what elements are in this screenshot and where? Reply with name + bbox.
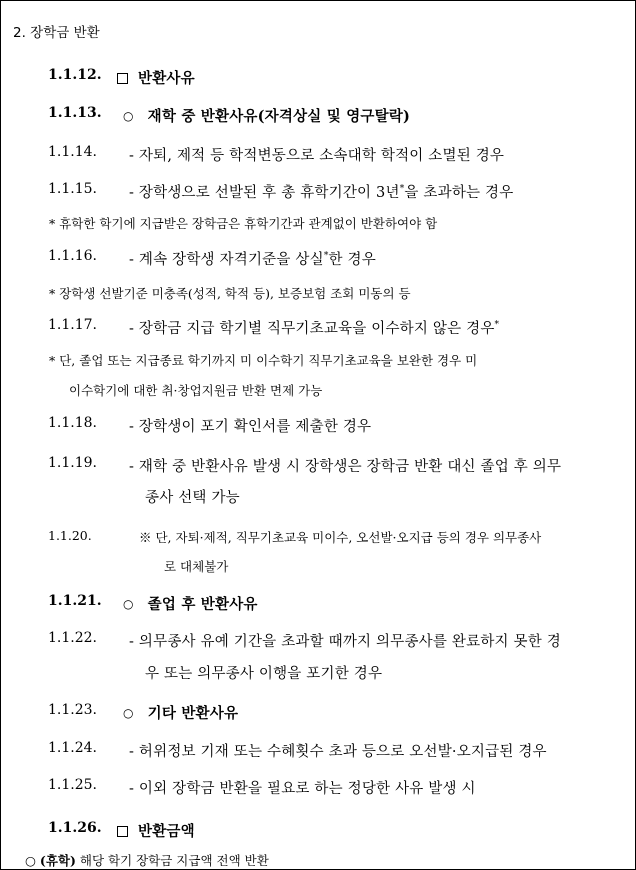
item-text: - 이외 장학금 반환을 필요로 하는 정당한 사유 발생 시 [129,781,476,797]
item-text: - 허위정보 기재 또는 수혜횟수 초과 등으로 오선발·오지급된 경우 [129,744,547,760]
item-number: 1.1.15. [48,181,97,197]
item-text: - 자퇴, 제적 등 학적변동으로 소속대학 학적이 소멸된 경우 [129,148,505,164]
item-number: 1.1.13. [48,105,102,121]
item-number: 1.1.26. [48,820,102,836]
item-text-cont: 로 대체불가 [164,559,229,574]
item-text: - 장학금 지급 학기별 직무기초교육을 이수하지 않은 경우 [129,321,495,337]
leave-text: 해당 학기 장학금 지급액 전액 반환 [75,853,269,868]
item-text: 반환사유 [138,70,195,87]
item-text: - 의무종사 유예 기간을 초과할 때까지 의무종사를 완료하지 못한 경 [129,634,561,650]
document-page: 2. 장학금 반환 1.1.12. 반환사유 1.1.13. ○ 재학 중 반환사유(자격상실 및 영구탈락) 1.1.14. - 자퇴, 제적 등 학적변동으로 소속대학 학적이 소멸된 경우 1.1.15. - 장학생으로 선발된 후 총 휴학기간이 3년*을 초과하는 경우 * 휴학한 학기에 지급받은 장학금은 휴학기간과 관계없이 반환하여야 함 1.1.16. - 계속 장학생 자격기준을 상실*한 경우 * 장학생 선발기준 미충족(성적, 학적 등), 보증보험 조회 미동의 등 1.1.17. - 장학금 지급 학기별 직무기초교육을 이수하지 않은 경우* * 단, 졸업 또는 지급종료 학기까지 미 이수학기 직무기초교육을 보완한 경우 미 이수학기에 대한 취·창업지원금 반환 면제 가능 1.1.18. - 장학생이 포기 확인서를 제출한 경우 1.1.19. - 재학 중 반환사유 발생 시 장학생은 장학금 반환 대신 졸업 후 의무 종사 선택 가능 1.1.20. ※ 단, 자퇴·제적, 직무기초교육 미이수, 오선발·오지급 등의 경우 의무종사 로 대체불가 1.1.21. ○ 졸업 후 반환사유 1.1.22. - 의무종사 유예 기간을 초과할 때까지 의무종사를 완료하지 못한 경 우 또는 의무종사 이행을 포기한 경우 1.1.23. ○ 기타 반환사유 1.1.24. - 허위정보 기재 또는 수혜횟수 초과 등으로 오선발·오지급된 경우 1.1.25. - 이외 장학금 반환을 필요로 하는 정당한 사유 발생 시 1.1.26. 반환금액 ○ (휴학) 해당 학기 장학금 지급액 전액 반환 [0,0,636,870]
item-number: 1.1.21. [48,593,102,609]
item-number: 1.1.19. [48,455,97,471]
item-number: 1.1.24. [48,740,97,756]
item-text: 기타 반환사유 [147,705,239,722]
item-number: 1.1.14. [48,144,97,160]
item-text: - 재학 중 반환사유 발생 시 장학생은 장학금 반환 대신 졸업 후 의무 [129,459,562,475]
item-text-end: 한 경우 [328,252,376,268]
item-number: 1.1.18. [48,415,97,431]
item-text-cont: 종사 선택 가능 [145,490,240,506]
circle-bullet-icon: ○ [123,597,134,611]
item-text-cont: 우 또는 의무종사 이행을 포기한 경우 [145,666,383,682]
item-number: 1.1.16. [48,248,97,264]
footnote-star: * [494,320,500,330]
item-text: - 장학생이 포기 확인서를 제출한 경우 [129,419,372,435]
leave-label: (휴학) [39,853,76,868]
footnote-star: * [399,184,405,194]
footnote-star: * [323,251,329,261]
section-title: 2. 장학금 반환 [13,25,100,41]
item-text: 반환금액 [138,823,195,840]
item-number: 1.1.17. [48,317,97,333]
checkbox-square-icon [117,826,128,837]
circle-bullet-icon: ○ [123,109,134,123]
item-number: 1.1.12. [48,67,102,83]
checkbox-square-icon [117,73,128,84]
item-text: ※ 단, 자퇴·제적, 직무기초교육 미이수, 오선발·오지급 등의 경우 의무종사 [139,530,542,545]
circle-bullet-icon: ○ [25,853,36,868]
item-number: 1.1.20. [48,528,92,543]
circle-bullet-icon: ○ [123,706,134,720]
item-text: - 계속 장학생 자격기준을 상실 [129,252,324,268]
item-text: - 장학생으로 선발된 후 총 휴학기간이 3년 [129,185,400,201]
item-text: 재학 중 반환사유(자격상실 및 영구탈락) [147,108,411,125]
item-number: 1.1.22. [48,630,97,646]
item-number: 1.1.23. [48,702,97,718]
item-text: 졸업 후 반환사유 [147,596,258,613]
item-text-end: 을 초과하는 경우 [404,185,514,201]
item-number: 1.1.25. [48,777,97,793]
